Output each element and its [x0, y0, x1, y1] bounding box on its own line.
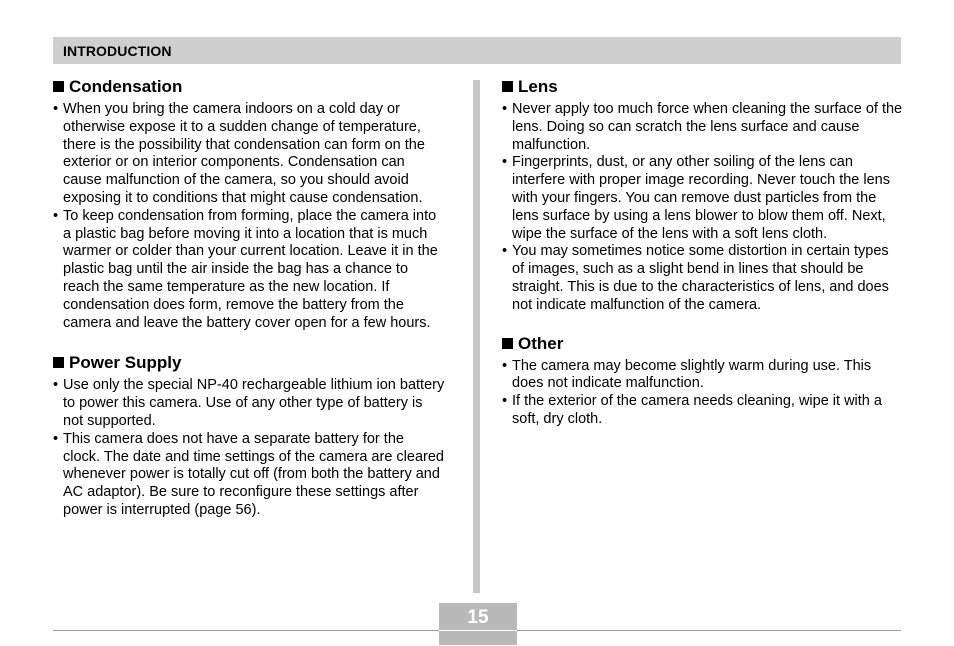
- list-item: [502, 154, 904, 243]
- badge-divider: [439, 630, 517, 631]
- list-item: [502, 243, 904, 314]
- section-heading-text: Power Supply: [69, 353, 182, 373]
- list-item: [53, 377, 445, 430]
- right-column: [502, 76, 904, 429]
- section-condensation: [53, 76, 445, 332]
- page-number-badge: [439, 603, 517, 645]
- bullet-icon: •: [502, 393, 508, 410]
- bullet-list: [502, 358, 904, 429]
- header-bar: [53, 37, 901, 64]
- list-item: [502, 393, 904, 429]
- section-heading: [53, 76, 445, 98]
- black-square-icon: [53, 357, 64, 368]
- page-number: 15: [467, 607, 489, 628]
- list-item: [502, 101, 904, 154]
- section-heading-text: Other: [518, 333, 564, 353]
- section-heading: [502, 76, 904, 98]
- list-item-text: If the exterior of the camera needs cleaning, wipe it with a soft, dry cloth.: [512, 393, 882, 427]
- list-item: [502, 358, 904, 394]
- list-item-text: Never apply too much force when cleaning the surface of the lens. Doing so can scratch the lens surface and cause malfunction.: [512, 101, 903, 153]
- black-square-icon: [502, 338, 513, 349]
- bullet-list: [502, 101, 904, 315]
- list-item: [53, 431, 445, 520]
- left-column: [53, 76, 445, 520]
- section-heading: [53, 352, 445, 374]
- bullet-icon: •: [502, 101, 508, 117]
- bullet-list: [53, 377, 445, 519]
- column-divider: [473, 80, 480, 593]
- bullet-icon: •: [502, 357, 508, 374]
- list-item-text: Fingerprints, dust, or any other soiling of the lens can interfere with proper image recording. Never touch the lens with your fingers. You can remove dust particles from the lens surface by using a lens blower to blow them off. Next, wipe the surface of the lens with a soft lens cloth.: [512, 154, 890, 242]
- bullet-list: [53, 101, 445, 332]
- list-item-text: The camera may become slightly warm during use. This does not indicate malfunction.: [512, 357, 872, 392]
- bullet-icon: •: [502, 154, 508, 171]
- section-heading-text: Lens: [518, 77, 558, 96]
- list-item-text: When you bring the camera indoors on a cold day or otherwise expose it to a sudden change of temperature, there is the possibility that condensation can form on the exterior or on interior components. Condensation can cause malfunction of the camera, so you should avoid exposing it to conditions that might cause condensation.: [63, 101, 425, 206]
- black-square-icon: [53, 81, 64, 92]
- section-power-supply: [53, 352, 445, 519]
- bullet-icon: •: [53, 207, 59, 224]
- bullet-icon: •: [502, 243, 508, 260]
- list-item-text: You may sometimes notice some distortion in certain types of images, such as a slight bend in lines that should be straight. This is due to the characteristics of lens, and does not indicate malfunction of the camera.: [512, 243, 889, 313]
- list-item-text: To keep condensation from forming, place the camera into a plastic bag before moving it into a location that is much warmer or colder than your current location. Leave it in the plastic bag until the air inside the bag has a chance to reach the same temperature as the new location. If condensation does form, remove the battery from the camera and leave the battery cover open for a few hours.: [63, 207, 438, 331]
- bullet-icon: •: [53, 101, 59, 117]
- section-heading-text: Condensation: [69, 77, 183, 96]
- section-heading: [502, 333, 904, 355]
- chapter-title: INTRODUCTION: [63, 43, 172, 59]
- list-item: [53, 101, 445, 208]
- list-item-text: Use only the special NP-40 rechargeable lithium ion battery to power this camera. Use of any other type of battery is not supported.: [63, 377, 445, 429]
- bullet-icon: •: [53, 430, 59, 447]
- list-item-text: This camera does not have a separate battery for the clock. The date and time settings of the camera are cleared whenever power is totally cut off (from both the battery and AC adaptor). Be sure to reconfigure these settings after power is interrupted (page 56).: [63, 430, 444, 518]
- section-lens: [502, 76, 904, 315]
- bullet-icon: •: [53, 377, 59, 394]
- list-item: [53, 208, 445, 333]
- section-other: [502, 333, 904, 429]
- black-square-icon: [502, 81, 513, 92]
